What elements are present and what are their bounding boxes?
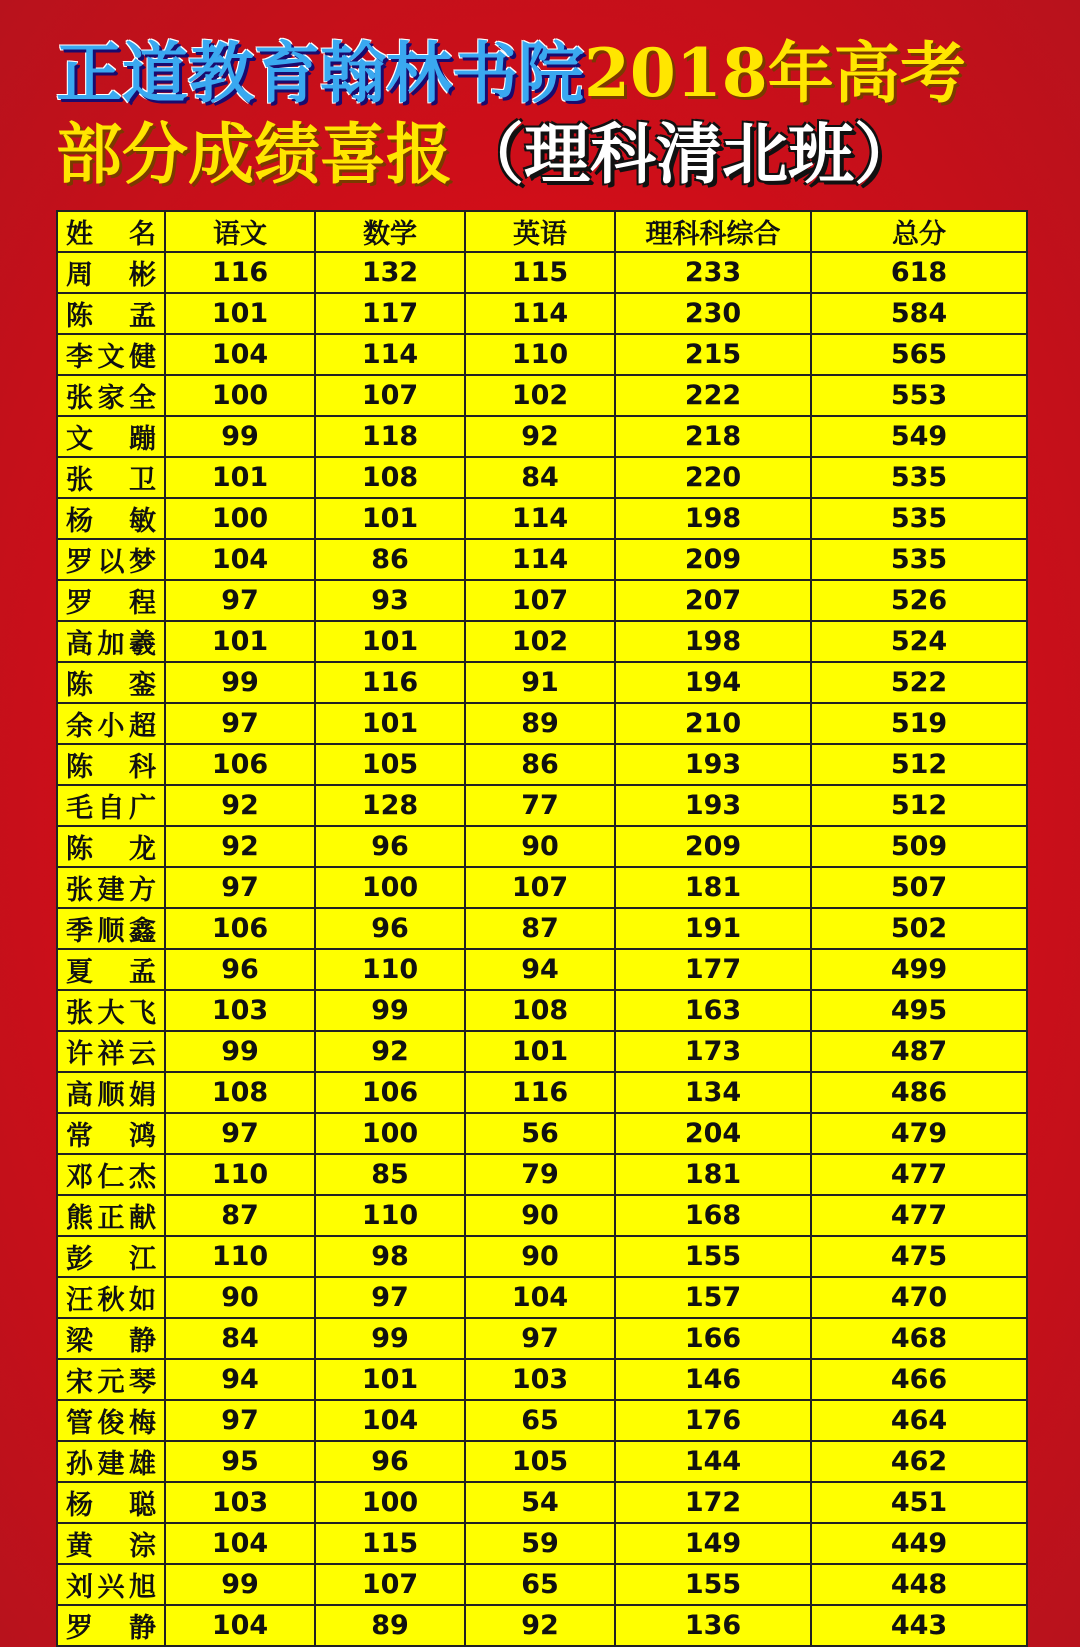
cell-math: 128 [315, 785, 465, 826]
cell-total: 448 [811, 1564, 1027, 1605]
table-row [57, 990, 1027, 1031]
table-row [57, 580, 1027, 621]
cell-name: 文 蹦 [57, 416, 165, 457]
cell-english: 86 [465, 744, 615, 785]
cell-math: 92 [315, 1031, 465, 1072]
cell-total: 495 [811, 990, 1027, 1031]
cell-science: 163 [615, 990, 811, 1031]
header-name: 姓 名 [57, 211, 165, 252]
cell-chinese: 108 [165, 1072, 315, 1113]
table-row [57, 1482, 1027, 1523]
cell-chinese: 97 [165, 580, 315, 621]
table-body [57, 252, 1027, 1646]
table-row [57, 621, 1027, 662]
table-row [57, 375, 1027, 416]
cell-total: 535 [811, 498, 1027, 539]
cell-name: 余小超 [57, 703, 165, 744]
cell-chinese: 110 [165, 1154, 315, 1195]
cell-total: 466 [811, 1359, 1027, 1400]
cell-science: 194 [615, 662, 811, 703]
cell-english: 108 [465, 990, 615, 1031]
cell-math: 104 [315, 1400, 465, 1441]
cell-name: 陈 龙 [57, 826, 165, 867]
cell-chinese: 110 [165, 1236, 315, 1277]
cell-chinese: 99 [165, 1031, 315, 1072]
cell-english: 87 [465, 908, 615, 949]
table-row [57, 334, 1027, 375]
cell-english: 101 [465, 1031, 615, 1072]
cell-english: 114 [465, 539, 615, 580]
cell-english: 105 [465, 1441, 615, 1482]
cell-english: 54 [465, 1482, 615, 1523]
cell-science: 136 [615, 1605, 811, 1646]
title-line-2 [56, 116, 1056, 202]
cell-chinese: 101 [165, 457, 315, 498]
cell-english: 116 [465, 1072, 615, 1113]
cell-name: 陈 科 [57, 744, 165, 785]
cell-chinese: 92 [165, 826, 315, 867]
cell-science: 215 [615, 334, 811, 375]
cell-science: 209 [615, 539, 811, 580]
cell-name: 常 鸿 [57, 1113, 165, 1154]
cell-science: 181 [615, 867, 811, 908]
cell-total: 512 [811, 744, 1027, 785]
cell-science: 198 [615, 621, 811, 662]
table-row [57, 1154, 1027, 1195]
cell-chinese: 99 [165, 662, 315, 703]
cell-total: 502 [811, 908, 1027, 949]
cell-name: 季顺鑫 [57, 908, 165, 949]
cell-name: 张建方 [57, 867, 165, 908]
cell-science: 172 [615, 1482, 811, 1523]
cell-science: 146 [615, 1359, 811, 1400]
class-name: （理科清北班） [458, 116, 920, 193]
cell-math: 85 [315, 1154, 465, 1195]
cell-english: 90 [465, 826, 615, 867]
cell-english: 84 [465, 457, 615, 498]
cell-math: 96 [315, 1441, 465, 1482]
cell-math: 98 [315, 1236, 465, 1277]
cell-math: 96 [315, 908, 465, 949]
cell-math: 101 [315, 703, 465, 744]
cell-total: 584 [811, 293, 1027, 334]
cell-science: 191 [615, 908, 811, 949]
cell-total: 462 [811, 1441, 1027, 1482]
cell-math: 97 [315, 1277, 465, 1318]
cell-name: 邓仁杰 [57, 1154, 165, 1195]
cell-science: 144 [615, 1441, 811, 1482]
cell-science: 134 [615, 1072, 811, 1113]
cell-chinese: 104 [165, 334, 315, 375]
cell-english: 77 [465, 785, 615, 826]
cell-name: 黄 淙 [57, 1523, 165, 1564]
cell-science: 230 [615, 293, 811, 334]
cell-name: 高顺娟 [57, 1072, 165, 1113]
table-header-row [57, 211, 1027, 252]
cell-chinese: 103 [165, 990, 315, 1031]
cell-chinese: 104 [165, 539, 315, 580]
cell-science: 220 [615, 457, 811, 498]
cell-total: 512 [811, 785, 1027, 826]
table-row [57, 498, 1027, 539]
cell-english: 102 [465, 375, 615, 416]
table-row [57, 826, 1027, 867]
cell-math: 110 [315, 1195, 465, 1236]
table-row [57, 949, 1027, 990]
cell-math: 118 [315, 416, 465, 457]
cell-name: 杨 聪 [57, 1482, 165, 1523]
cell-science: 168 [615, 1195, 811, 1236]
cell-math: 110 [315, 949, 465, 990]
cell-english: 103 [465, 1359, 615, 1400]
cell-science: 149 [615, 1523, 811, 1564]
cell-total: 507 [811, 867, 1027, 908]
cell-english: 79 [465, 1154, 615, 1195]
cell-name: 宋元琴 [57, 1359, 165, 1400]
cell-total: 487 [811, 1031, 1027, 1072]
cell-total: 524 [811, 621, 1027, 662]
cell-total: 553 [811, 375, 1027, 416]
cell-math: 106 [315, 1072, 465, 1113]
cell-math: 105 [315, 744, 465, 785]
cell-english: 59 [465, 1523, 615, 1564]
cell-name: 罗 程 [57, 580, 165, 621]
cell-math: 107 [315, 1564, 465, 1605]
scores-table-container [56, 210, 1026, 1644]
cell-english: 97 [465, 1318, 615, 1359]
cell-math: 114 [315, 334, 465, 375]
table-row [57, 1564, 1027, 1605]
cell-total: 535 [811, 539, 1027, 580]
cell-total: 470 [811, 1277, 1027, 1318]
cell-chinese: 106 [165, 908, 315, 949]
table-row [57, 703, 1027, 744]
school-name: 正道教育翰林书院 [56, 35, 584, 112]
cell-english: 65 [465, 1564, 615, 1605]
cell-name: 杨 敏 [57, 498, 165, 539]
cell-chinese: 116 [165, 252, 315, 293]
cell-science: 157 [615, 1277, 811, 1318]
cell-math: 86 [315, 539, 465, 580]
title-line-1 [56, 34, 1056, 120]
cell-math: 99 [315, 990, 465, 1031]
header-chinese: 语文 [165, 211, 315, 252]
cell-science: 155 [615, 1236, 811, 1277]
cell-total: 519 [811, 703, 1027, 744]
cell-chinese: 97 [165, 867, 315, 908]
cell-total: 477 [811, 1154, 1027, 1195]
cell-total: 522 [811, 662, 1027, 703]
cell-name: 夏 孟 [57, 949, 165, 990]
cell-name: 毛自广 [57, 785, 165, 826]
cell-english: 90 [465, 1236, 615, 1277]
cell-name: 刘兴旭 [57, 1564, 165, 1605]
cell-chinese: 97 [165, 1113, 315, 1154]
cell-name: 陈 孟 [57, 293, 165, 334]
cell-science: 204 [615, 1113, 811, 1154]
cell-name: 彭 江 [57, 1236, 165, 1277]
cell-total: 451 [811, 1482, 1027, 1523]
cell-math: 108 [315, 457, 465, 498]
cell-chinese: 100 [165, 375, 315, 416]
cell-math: 100 [315, 1113, 465, 1154]
cell-chinese: 95 [165, 1441, 315, 1482]
table-row [57, 1441, 1027, 1482]
table-row [57, 1236, 1027, 1277]
cell-science: 198 [615, 498, 811, 539]
cell-math: 93 [315, 580, 465, 621]
cell-chinese: 103 [165, 1482, 315, 1523]
cell-math: 116 [315, 662, 465, 703]
table-row [57, 785, 1027, 826]
cell-total: 618 [811, 252, 1027, 293]
cell-english: 114 [465, 293, 615, 334]
header-total: 总分 [811, 211, 1027, 252]
cell-science: 181 [615, 1154, 811, 1195]
cell-english: 91 [465, 662, 615, 703]
cell-science: 209 [615, 826, 811, 867]
cell-english: 65 [465, 1400, 615, 1441]
cell-science: 233 [615, 252, 811, 293]
cell-name: 许祥云 [57, 1031, 165, 1072]
cell-chinese: 104 [165, 1523, 315, 1564]
table-row [57, 1318, 1027, 1359]
report-heading: 部分成绩喜报 [56, 116, 452, 193]
cell-math: 107 [315, 375, 465, 416]
cell-total: 479 [811, 1113, 1027, 1154]
poster-title [56, 34, 1056, 202]
cell-total: 509 [811, 826, 1027, 867]
cell-total: 526 [811, 580, 1027, 621]
cell-chinese: 104 [165, 1605, 315, 1646]
table-row [57, 1277, 1027, 1318]
cell-english: 104 [465, 1277, 615, 1318]
cell-chinese: 101 [165, 293, 315, 334]
cell-total: 535 [811, 457, 1027, 498]
table-row [57, 293, 1027, 334]
cell-science: 207 [615, 580, 811, 621]
cell-chinese: 99 [165, 416, 315, 457]
cell-science: 218 [615, 416, 811, 457]
table-row [57, 1031, 1027, 1072]
cell-chinese: 96 [165, 949, 315, 990]
cell-chinese: 101 [165, 621, 315, 662]
cell-total: 477 [811, 1195, 1027, 1236]
scores-table [56, 210, 1028, 1647]
cell-total: 468 [811, 1318, 1027, 1359]
cell-chinese: 92 [165, 785, 315, 826]
table-row [57, 1359, 1027, 1400]
header-science: 理科科综合 [615, 211, 811, 252]
cell-total: 565 [811, 334, 1027, 375]
cell-english: 114 [465, 498, 615, 539]
cell-name: 张 卫 [57, 457, 165, 498]
cell-science: 176 [615, 1400, 811, 1441]
cell-total: 464 [811, 1400, 1027, 1441]
cell-total: 486 [811, 1072, 1027, 1113]
cell-english: 94 [465, 949, 615, 990]
cell-science: 222 [615, 375, 811, 416]
cell-total: 443 [811, 1605, 1027, 1646]
table-row [57, 1113, 1027, 1154]
table-row [57, 1195, 1027, 1236]
cell-total: 449 [811, 1523, 1027, 1564]
table-row [57, 1400, 1027, 1441]
cell-chinese: 100 [165, 498, 315, 539]
cell-chinese: 97 [165, 703, 315, 744]
cell-total: 499 [811, 949, 1027, 990]
cell-science: 155 [615, 1564, 811, 1605]
cell-name: 熊正献 [57, 1195, 165, 1236]
cell-name: 李文健 [57, 334, 165, 375]
cell-science: 193 [615, 744, 811, 785]
table-row [57, 744, 1027, 785]
cell-chinese: 90 [165, 1277, 315, 1318]
cell-name: 汪秋如 [57, 1277, 165, 1318]
cell-science: 166 [615, 1318, 811, 1359]
cell-math: 115 [315, 1523, 465, 1564]
cell-name: 陈 銮 [57, 662, 165, 703]
table-row [57, 539, 1027, 580]
cell-chinese: 106 [165, 744, 315, 785]
cell-total: 549 [811, 416, 1027, 457]
cell-science: 173 [615, 1031, 811, 1072]
cell-chinese: 87 [165, 1195, 315, 1236]
cell-name: 管俊梅 [57, 1400, 165, 1441]
cell-name: 梁 静 [57, 1318, 165, 1359]
cell-english: 115 [465, 252, 615, 293]
table-row [57, 252, 1027, 293]
cell-english: 102 [465, 621, 615, 662]
cell-math: 101 [315, 1359, 465, 1400]
table-row [57, 1072, 1027, 1113]
cell-math: 100 [315, 1482, 465, 1523]
cell-math: 117 [315, 293, 465, 334]
cell-english: 90 [465, 1195, 615, 1236]
cell-chinese: 84 [165, 1318, 315, 1359]
cell-name: 高加羲 [57, 621, 165, 662]
cell-name: 孙建雄 [57, 1441, 165, 1482]
table-row [57, 416, 1027, 457]
cell-name: 张家全 [57, 375, 165, 416]
cell-math: 101 [315, 498, 465, 539]
table-row [57, 457, 1027, 498]
cell-chinese: 97 [165, 1400, 315, 1441]
cell-name: 罗 静 [57, 1605, 165, 1646]
cell-english: 110 [465, 334, 615, 375]
cell-science: 210 [615, 703, 811, 744]
cell-english: 56 [465, 1113, 615, 1154]
exam-year: 2018年高考 [584, 34, 966, 112]
cell-english: 92 [465, 1605, 615, 1646]
header-math: 数学 [315, 211, 465, 252]
cell-name: 罗以梦 [57, 539, 165, 580]
table-row [57, 1523, 1027, 1564]
cell-total: 475 [811, 1236, 1027, 1277]
cell-english: 89 [465, 703, 615, 744]
cell-english: 107 [465, 580, 615, 621]
cell-name: 张大飞 [57, 990, 165, 1031]
cell-science: 177 [615, 949, 811, 990]
cell-name: 周 彬 [57, 252, 165, 293]
cell-chinese: 94 [165, 1359, 315, 1400]
cell-english: 107 [465, 867, 615, 908]
cell-math: 132 [315, 252, 465, 293]
table-row [57, 1605, 1027, 1646]
cell-math: 99 [315, 1318, 465, 1359]
cell-math: 89 [315, 1605, 465, 1646]
header-english: 英语 [465, 211, 615, 252]
table-row [57, 908, 1027, 949]
cell-english: 92 [465, 416, 615, 457]
cell-math: 96 [315, 826, 465, 867]
cell-chinese: 99 [165, 1564, 315, 1605]
cell-math: 100 [315, 867, 465, 908]
table-row [57, 662, 1027, 703]
table-row [57, 867, 1027, 908]
cell-math: 101 [315, 621, 465, 662]
cell-science: 193 [615, 785, 811, 826]
